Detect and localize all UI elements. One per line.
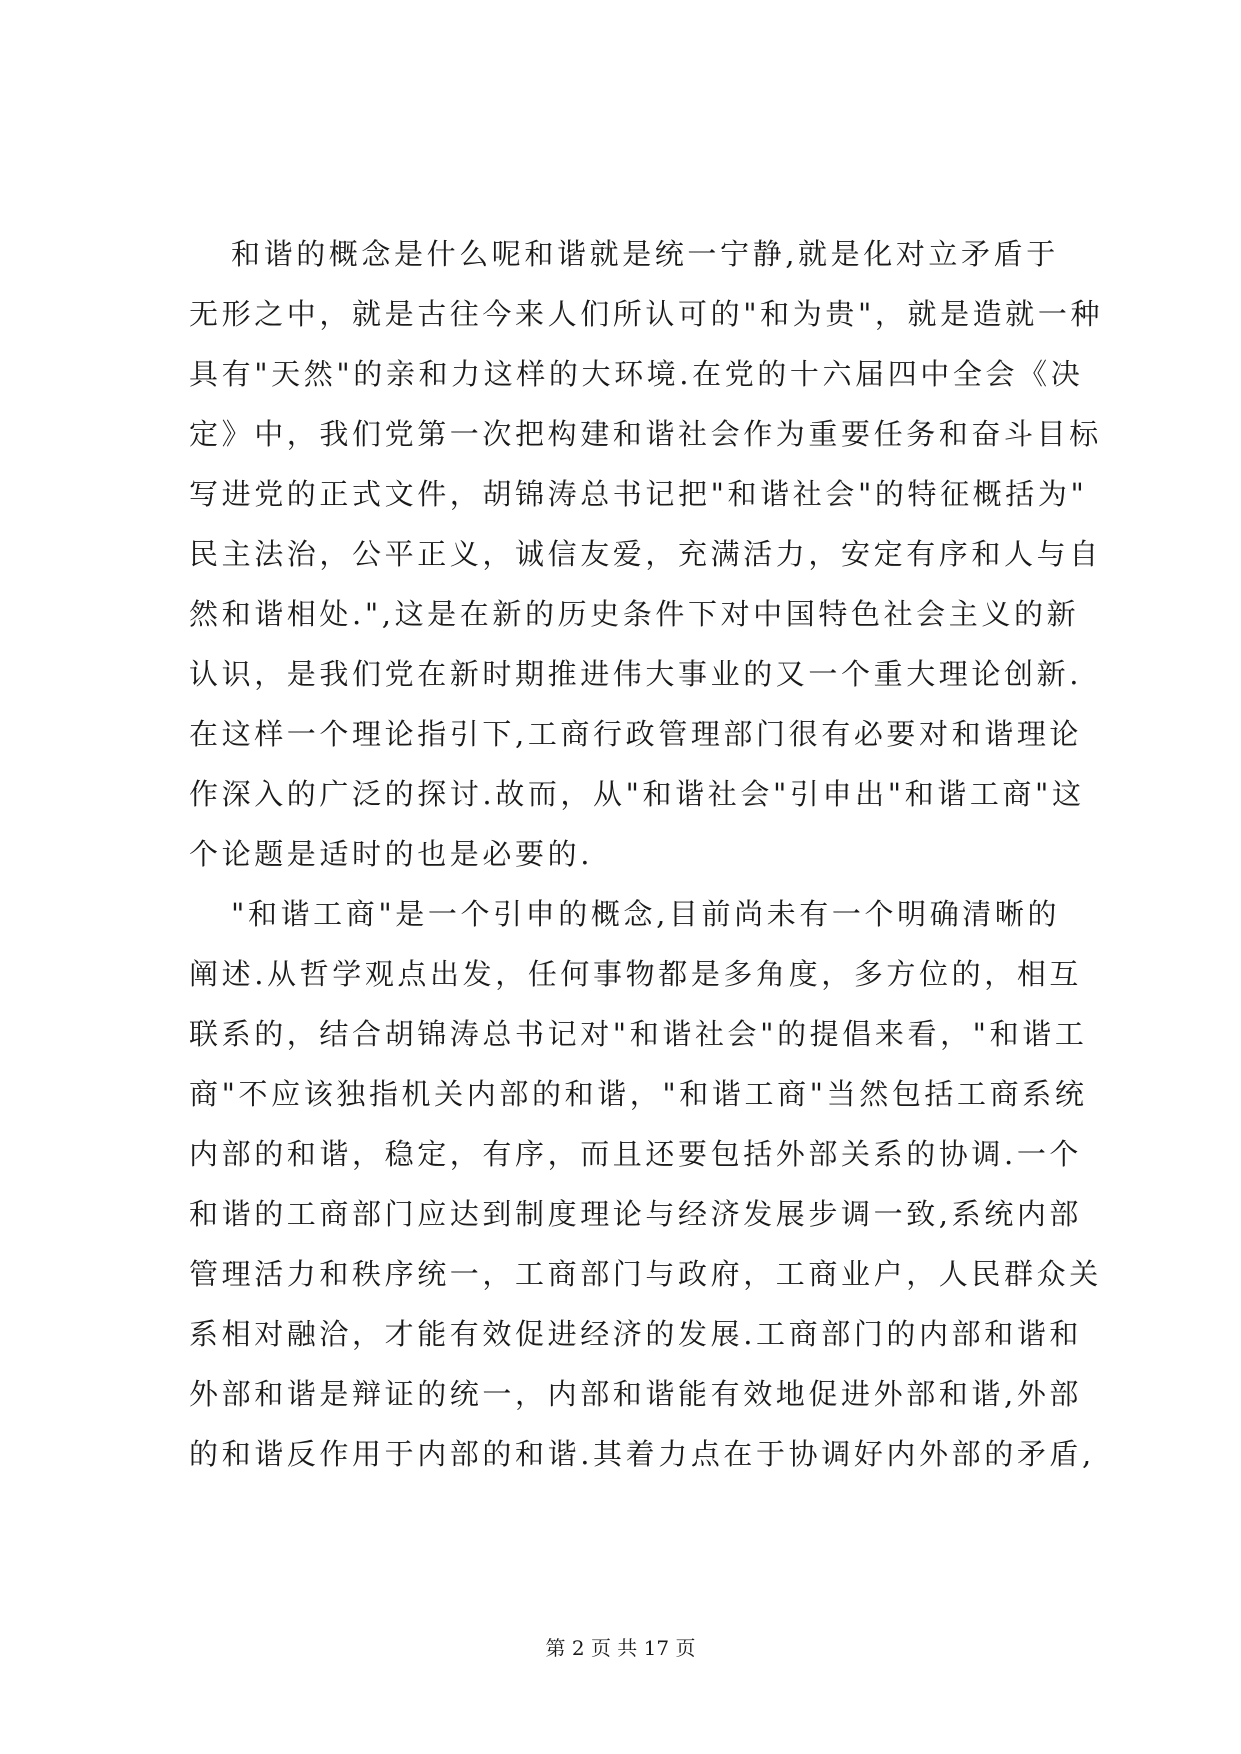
text-line: 和谐的工商部门应达到制度理论与经济发展步调一致,系统内部 — [189, 1197, 1083, 1231]
text-line: 作深入的广泛的探讨.故而，从"和谐社会"引申出"和谐工商"这 — [189, 777, 1085, 811]
text-line: 和谐的概念是什么呢和谐就是统一宁静,就是化对立矛盾于 — [231, 237, 1059, 271]
text-line: 的和谐反作用于内部的和谐.其着力点在于协调好内外部的矛盾, — [189, 1437, 1095, 1471]
text-line: 阐述.从哲学观点出发，任何事物都是多角度，多方位的，相互 — [189, 957, 1083, 991]
page-number: 第 2 页 共 17 页 — [545, 1636, 696, 1660]
text-line: 然和谐相处.",这是在新的历史条件下对中国特色社会主义的新 — [189, 597, 1080, 631]
paragraph-2 — [189, 884, 1102, 1484]
text-line: 系相对融洽，才能有效促进经济的发展.工商部门的内部和谐和 — [189, 1317, 1083, 1351]
text-line: 在这样一个理论指引下,工商行政管理部门很有必要对和谐理论 — [189, 717, 1083, 751]
text-line: 联系的，结合胡锦涛总书记对"和谐社会"的提倡来看，"和谐工 — [189, 1017, 1088, 1051]
text-line: 管理活力和秩序统一，工商部门与政府，工商业户，人民群众关 — [189, 1257, 1102, 1291]
text-line: "和谐工商"是一个引申的概念,目前尚未有一个明确清晰的 — [231, 897, 1061, 931]
page-footer — [0, 1636, 1241, 1660]
text-line: 民主法治，公平正义，诚信友爱，充满活力，安定有序和人与自 — [189, 537, 1102, 571]
text-line: 无形之中，就是古往今来人们所认可的"和为贵"，就是造就一种 — [189, 297, 1104, 331]
text-line: 认识，是我们党在新时期推进伟大事业的又一个重大理论创新. — [189, 657, 1083, 691]
text-line: 商"不应该独指机关内部的和谐，"和谐工商"当然包括工商系统 — [189, 1077, 1088, 1111]
text-line: 外部和谐是辩证的统一，内部和谐能有效地促进外部和谐,外部 — [189, 1377, 1083, 1411]
text-line: 个论题是适时的也是必要的. — [189, 837, 594, 871]
paragraph-1 — [189, 224, 1104, 884]
text-line: 写进党的正式文件，胡锦涛总书记把"和谐社会"的特征概括为" — [189, 477, 1088, 511]
document-body — [189, 224, 1104, 1484]
text-line: 内部的和谐，稳定，有序，而且还要包括外部关系的协调.一个 — [189, 1137, 1083, 1171]
text-line: 具有"天然"的亲和力这样的大环境.在党的十六届四中全会《决 — [189, 357, 1084, 391]
text-line: 定》中，我们党第一次把构建和谐社会作为重要任务和奋斗目标 — [189, 417, 1102, 451]
